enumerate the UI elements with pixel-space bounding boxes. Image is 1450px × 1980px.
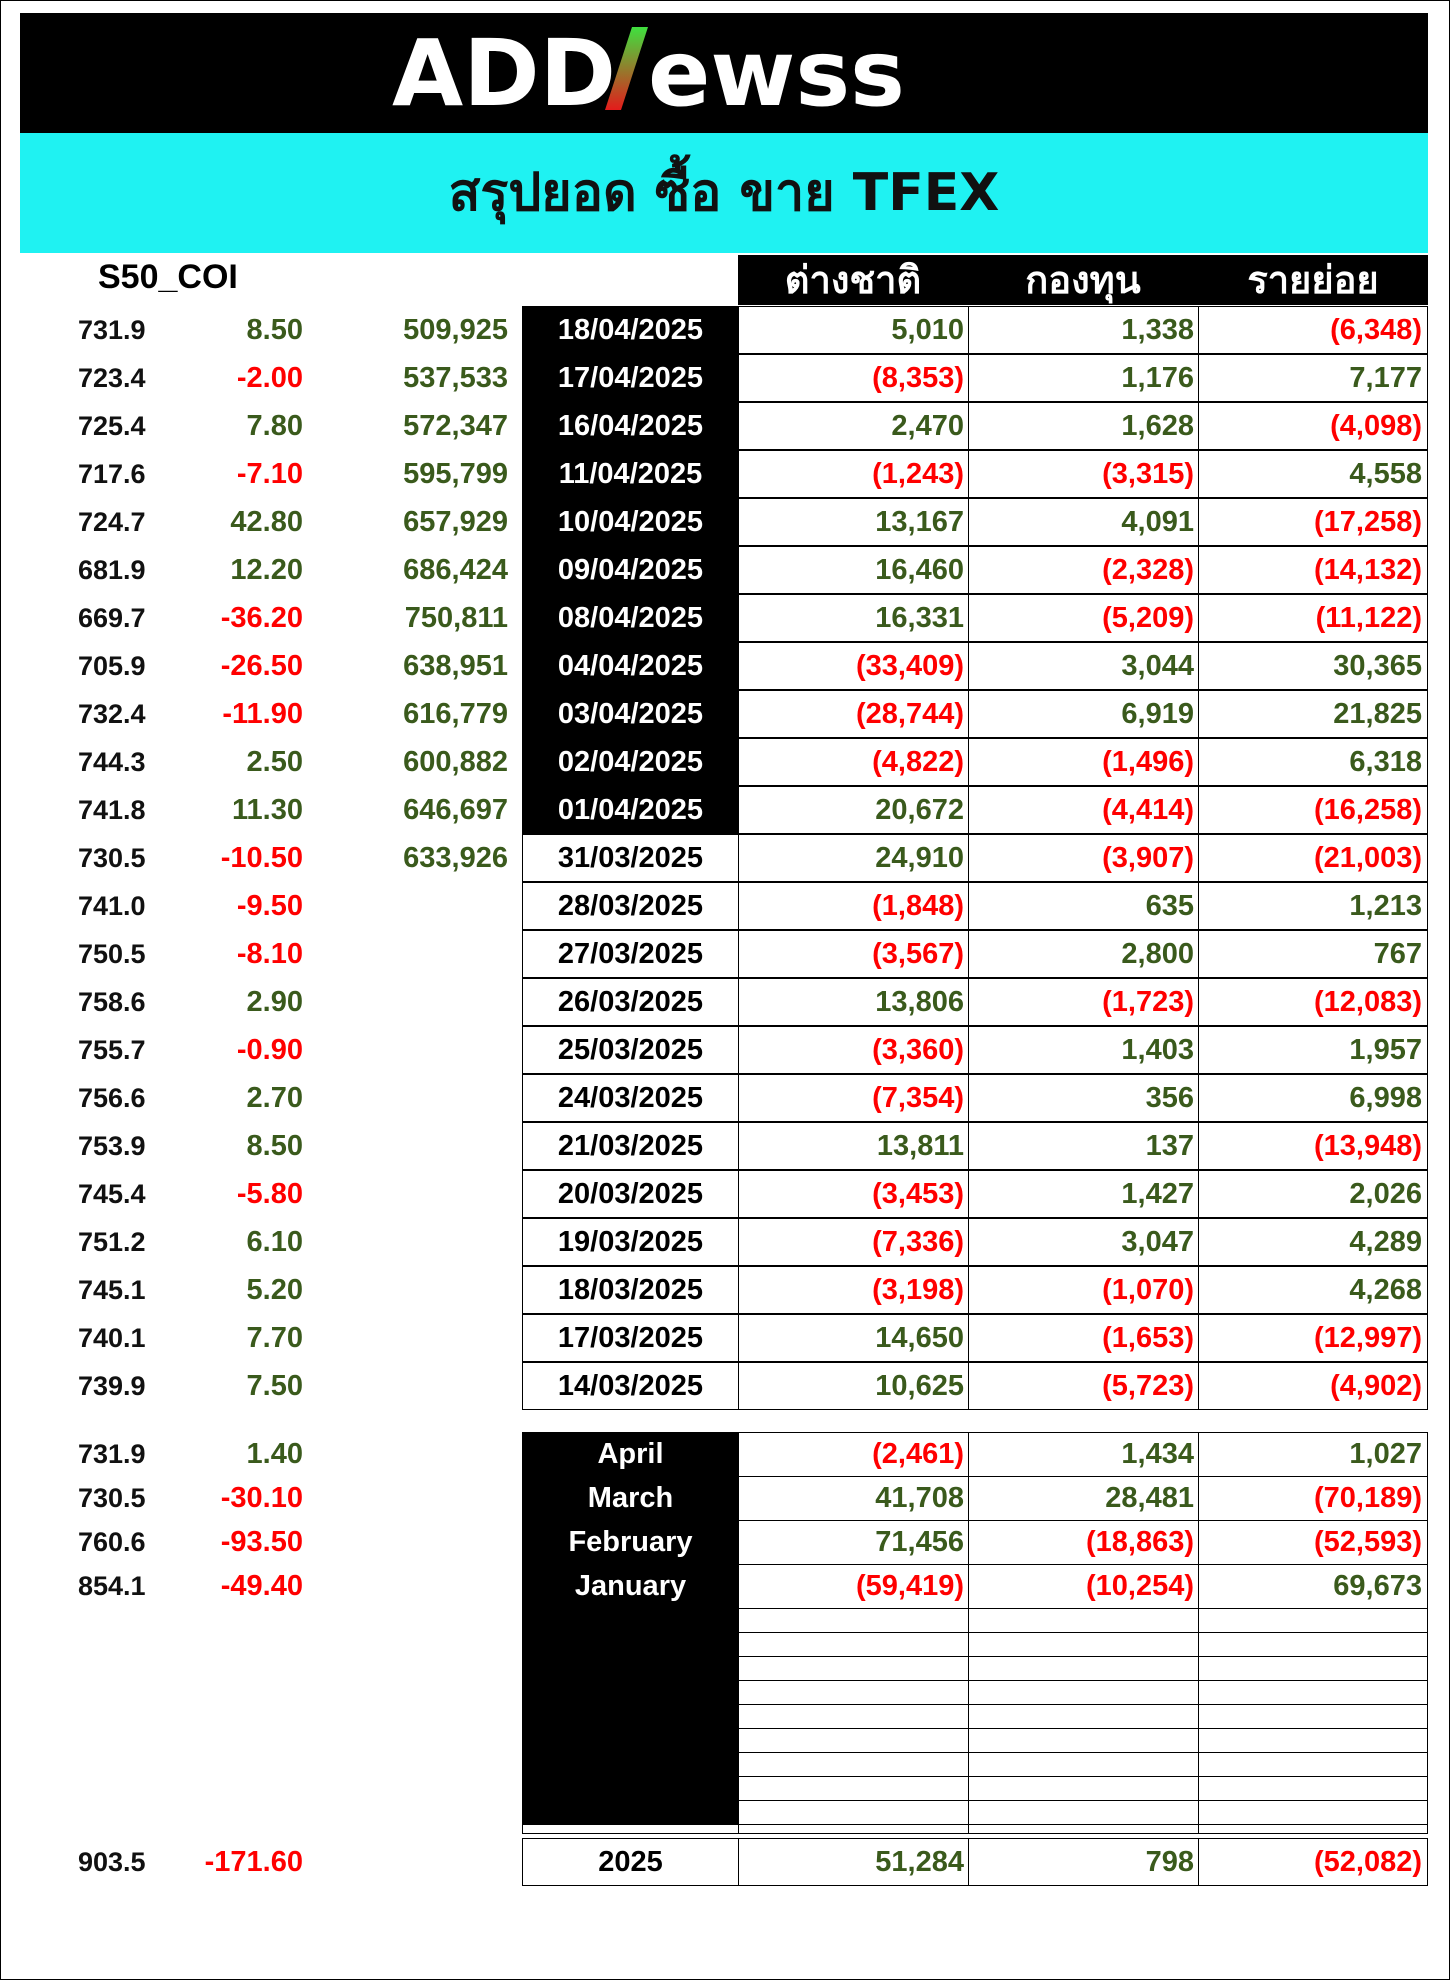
foreign-value: (3,453) bbox=[872, 1178, 964, 1210]
retail-value: (12,083) bbox=[1313, 986, 1422, 1018]
date-cell: 17/03/2025 bbox=[557, 1322, 704, 1354]
date-cell: 20/03/2025 bbox=[557, 1178, 704, 1210]
row-divider bbox=[738, 1776, 1428, 1777]
cell-divider bbox=[968, 402, 969, 450]
retail-value: 6,318 bbox=[1349, 746, 1422, 778]
cell-divider bbox=[968, 594, 969, 642]
cell-divider bbox=[1198, 306, 1199, 354]
date-cell: 03/04/2025 bbox=[523, 690, 738, 738]
svg-text:ewss: ewss bbox=[648, 20, 905, 127]
cell-divider bbox=[738, 834, 739, 882]
change-value: -36.20 bbox=[220, 602, 303, 634]
cell-divider bbox=[968, 1170, 969, 1218]
retail-value: (21,003) bbox=[1313, 842, 1422, 874]
cell-divider bbox=[968, 882, 969, 930]
row-divider bbox=[523, 1824, 738, 1825]
change-value: -11.90 bbox=[222, 698, 303, 730]
change-value: -7.10 bbox=[236, 458, 303, 490]
open-interest-value: 633,926 bbox=[403, 842, 508, 874]
fund-value: 1,403 bbox=[1121, 1034, 1194, 1066]
change-value: -30.10 bbox=[220, 1482, 303, 1514]
cell-divider bbox=[968, 1026, 969, 1074]
foreign-value: (28,744) bbox=[855, 698, 964, 730]
foreign-value: 13,806 bbox=[875, 986, 964, 1018]
retail-value: (16,258) bbox=[1313, 794, 1422, 826]
index-value: 903.5 bbox=[78, 1847, 146, 1877]
retail-value: (52,593) bbox=[1313, 1526, 1422, 1558]
foreign-value: 51,284 bbox=[875, 1846, 964, 1878]
cell-divider bbox=[738, 882, 739, 930]
foreign-value: (3,198) bbox=[872, 1274, 964, 1306]
cell-divider bbox=[968, 1362, 969, 1410]
retail-value: (14,132) bbox=[1313, 554, 1422, 586]
retail-value: 6,998 bbox=[1349, 1082, 1422, 1114]
cell-divider bbox=[968, 1432, 969, 1834]
cell-divider bbox=[968, 690, 969, 738]
fund-value: (1,496) bbox=[1102, 746, 1194, 778]
svg-text:ADD: ADD bbox=[392, 20, 616, 127]
change-value: 12.20 bbox=[230, 554, 303, 586]
fund-value: (1,070) bbox=[1102, 1274, 1194, 1306]
fund-value: 1,434 bbox=[1121, 1438, 1194, 1470]
foreign-value: 10,625 bbox=[875, 1370, 964, 1402]
change-value: -5.80 bbox=[236, 1178, 303, 1210]
cell-divider bbox=[968, 930, 969, 978]
open-interest-value: 616,779 bbox=[403, 698, 508, 730]
cell-divider bbox=[1198, 354, 1199, 402]
retail-value: 7,177 bbox=[1349, 362, 1422, 394]
cell-divider bbox=[1198, 594, 1199, 642]
date-cell: 21/03/2025 bbox=[557, 1130, 704, 1162]
date-cell: 14/03/2025 bbox=[557, 1370, 704, 1402]
cell-divider bbox=[1198, 642, 1199, 690]
foreign-value: (8,353) bbox=[872, 362, 964, 394]
change-value: -171.60 bbox=[204, 1846, 303, 1878]
fund-value: (5,723) bbox=[1102, 1370, 1194, 1402]
header-retail: รายย่อย bbox=[1198, 255, 1428, 305]
cell-divider bbox=[968, 642, 969, 690]
cell-divider bbox=[968, 306, 969, 354]
date-cell: 17/04/2025 bbox=[523, 354, 738, 402]
change-value: -0.90 bbox=[236, 1034, 303, 1066]
date-cell: 10/04/2025 bbox=[523, 498, 738, 546]
fund-value: (1,653) bbox=[1102, 1322, 1194, 1354]
index-value: 732.4 bbox=[78, 699, 146, 729]
symbol-label: S50_COI bbox=[98, 258, 238, 296]
cell-divider bbox=[968, 738, 969, 786]
cell-divider bbox=[1198, 1266, 1199, 1314]
index-value: 724.7 bbox=[78, 507, 146, 537]
row-divider bbox=[738, 1824, 1428, 1825]
cell-divider bbox=[968, 1218, 969, 1266]
fund-value: 4,091 bbox=[1121, 506, 1194, 538]
change-value: 2.50 bbox=[246, 746, 303, 778]
foreign-value: 20,672 bbox=[875, 794, 964, 826]
change-value: -49.40 bbox=[220, 1570, 303, 1602]
fund-value: (4,414) bbox=[1102, 794, 1194, 826]
row-divider bbox=[738, 1632, 1428, 1633]
change-value: 11.30 bbox=[232, 794, 303, 826]
date-cell: 24/03/2025 bbox=[557, 1082, 704, 1114]
index-value: 740.1 bbox=[78, 1323, 146, 1353]
cell-divider bbox=[738, 1432, 739, 1834]
cell-divider bbox=[738, 1122, 739, 1170]
date-cell: 28/03/2025 bbox=[557, 890, 704, 922]
index-value: 730.5 bbox=[78, 843, 146, 873]
index-value: 731.9 bbox=[78, 1439, 146, 1469]
cell-divider bbox=[968, 1074, 969, 1122]
foreign-value: 41,708 bbox=[875, 1482, 964, 1514]
change-value: -9.50 bbox=[236, 890, 303, 922]
logo-header bbox=[20, 13, 1428, 133]
row-divider bbox=[738, 1680, 1428, 1681]
cell-divider bbox=[738, 1362, 739, 1410]
open-interest-value: 595,799 bbox=[403, 458, 508, 490]
cell-divider bbox=[1198, 498, 1199, 546]
foreign-value: (33,409) bbox=[855, 650, 964, 682]
index-value: 751.2 bbox=[78, 1227, 146, 1257]
date-cell: 27/03/2025 bbox=[557, 938, 704, 970]
cell-divider bbox=[1198, 978, 1199, 1026]
change-value: -8.10 bbox=[236, 938, 303, 970]
change-value: 1.40 bbox=[246, 1438, 303, 1470]
foreign-value: 71,456 bbox=[875, 1526, 964, 1558]
index-value: 741.0 bbox=[78, 891, 146, 921]
cell-divider bbox=[968, 354, 969, 402]
open-interest-value: 600,882 bbox=[403, 746, 508, 778]
addnewss-logo bbox=[20, 13, 1428, 133]
retail-value: (52,082) bbox=[1313, 1846, 1422, 1878]
retail-value: 1,957 bbox=[1349, 1034, 1422, 1066]
retail-value: 69,673 bbox=[1333, 1570, 1422, 1602]
cell-divider bbox=[738, 978, 739, 1026]
index-value: 750.5 bbox=[78, 939, 146, 969]
cell-divider bbox=[738, 1026, 739, 1074]
index-value: 744.3 bbox=[78, 747, 146, 777]
foreign-value: (7,336) bbox=[872, 1226, 964, 1258]
date-cell: 16/04/2025 bbox=[523, 402, 738, 450]
foreign-value: (3,360) bbox=[872, 1034, 964, 1066]
retail-value: 1,213 bbox=[1349, 890, 1422, 922]
index-value: 681.9 bbox=[78, 555, 146, 585]
index-value: 739.9 bbox=[78, 1371, 146, 1401]
cell-divider bbox=[738, 786, 739, 834]
month-label: March bbox=[587, 1482, 674, 1514]
retail-value: (13,948) bbox=[1313, 1130, 1422, 1162]
cell-divider bbox=[738, 738, 739, 786]
fund-value: 356 bbox=[1145, 1082, 1194, 1114]
cell-divider bbox=[968, 978, 969, 1026]
open-interest-value: 646,697 bbox=[403, 794, 508, 826]
open-interest-value: 572,347 bbox=[403, 410, 508, 442]
cell-divider bbox=[968, 498, 969, 546]
row-divider bbox=[738, 1608, 1428, 1609]
date-cell: 19/03/2025 bbox=[557, 1226, 704, 1258]
cell-divider bbox=[1198, 786, 1199, 834]
date-cell: 04/04/2025 bbox=[523, 642, 738, 690]
banner-title: สรุปยอด ซื้อ ขาย TFEX bbox=[448, 163, 1000, 223]
cell-divider bbox=[1198, 1122, 1199, 1170]
cell-divider bbox=[968, 834, 969, 882]
index-value: 745.4 bbox=[78, 1179, 146, 1209]
date-cell: 08/04/2025 bbox=[523, 594, 738, 642]
date-cell: 09/04/2025 bbox=[523, 546, 738, 594]
change-value: -93.50 bbox=[220, 1526, 303, 1558]
open-interest-value: 657,929 bbox=[403, 506, 508, 538]
cell-divider bbox=[738, 1170, 739, 1218]
fund-value: 1,628 bbox=[1121, 410, 1194, 442]
index-value: 741.8 bbox=[78, 795, 146, 825]
retail-value: 21,825 bbox=[1333, 698, 1422, 730]
foreign-value: 16,460 bbox=[875, 554, 964, 586]
retail-value: 767 bbox=[1373, 938, 1422, 970]
retail-value: (12,997) bbox=[1313, 1322, 1422, 1354]
cell-divider bbox=[738, 306, 739, 354]
date-cell: 02/04/2025 bbox=[523, 738, 738, 786]
change-value: 8.50 bbox=[246, 1130, 303, 1162]
cell-divider bbox=[738, 594, 739, 642]
month-label: April bbox=[597, 1438, 664, 1470]
index-value: 755.7 bbox=[78, 1035, 146, 1065]
cell-divider bbox=[1198, 546, 1199, 594]
year-label: 2025 bbox=[598, 1846, 663, 1878]
cell-divider bbox=[1198, 1362, 1199, 1410]
cell-divider bbox=[738, 1314, 739, 1362]
fund-value: 3,047 bbox=[1121, 1226, 1194, 1258]
cell-divider bbox=[1198, 738, 1199, 786]
cell-divider bbox=[1198, 1838, 1199, 1886]
cell-divider bbox=[738, 450, 739, 498]
foreign-value: 14,650 bbox=[875, 1322, 964, 1354]
cell-divider bbox=[968, 1314, 969, 1362]
open-interest-value: 638,951 bbox=[403, 650, 508, 682]
index-value: 731.9 bbox=[78, 315, 146, 345]
cell-divider bbox=[738, 690, 739, 738]
change-value: 7.80 bbox=[246, 410, 303, 442]
month-label: February bbox=[568, 1526, 693, 1558]
cell-divider bbox=[1198, 1218, 1199, 1266]
cell-divider bbox=[968, 546, 969, 594]
index-value: 705.9 bbox=[78, 651, 146, 681]
retail-value: 4,268 bbox=[1349, 1274, 1422, 1306]
fund-value: 1,176 bbox=[1121, 362, 1194, 394]
date-cell: 25/03/2025 bbox=[557, 1034, 704, 1066]
fund-value: 6,919 bbox=[1121, 698, 1194, 730]
cell-divider bbox=[738, 354, 739, 402]
index-value: 717.6 bbox=[78, 459, 146, 489]
change-value: 7.50 bbox=[246, 1370, 303, 1402]
fund-value: 137 bbox=[1145, 1130, 1194, 1162]
foreign-value: (59,419) bbox=[855, 1570, 964, 1602]
cell-divider bbox=[968, 1266, 969, 1314]
change-value: 2.70 bbox=[246, 1082, 303, 1114]
change-value: 7.70 bbox=[246, 1322, 303, 1354]
fund-value: 1,427 bbox=[1121, 1178, 1194, 1210]
foreign-value: 13,167 bbox=[875, 506, 964, 538]
index-value: 758.6 bbox=[78, 987, 146, 1017]
change-value: 2.90 bbox=[246, 986, 303, 1018]
cell-divider bbox=[1198, 450, 1199, 498]
retail-value: (6,348) bbox=[1330, 314, 1422, 346]
retail-value: (4,098) bbox=[1330, 410, 1422, 442]
index-value: 753.9 bbox=[78, 1131, 146, 1161]
fund-value: 1,338 bbox=[1121, 314, 1194, 346]
title-banner bbox=[20, 133, 1428, 253]
change-value: -10.50 bbox=[220, 842, 303, 874]
fund-value: (10,254) bbox=[1085, 1570, 1194, 1602]
foreign-value: 13,811 bbox=[876, 1130, 964, 1162]
retail-value: 2,026 bbox=[1349, 1178, 1422, 1210]
fund-value: (3,907) bbox=[1102, 842, 1194, 874]
cell-divider bbox=[968, 450, 969, 498]
fund-value: 3,044 bbox=[1121, 650, 1194, 682]
cell-divider bbox=[1198, 1314, 1199, 1362]
foreign-value: 5,010 bbox=[891, 314, 964, 346]
retail-value: (4,902) bbox=[1330, 1370, 1422, 1402]
cell-divider bbox=[1198, 930, 1199, 978]
cell-divider bbox=[1198, 402, 1199, 450]
date-cell: 18/04/2025 bbox=[523, 306, 738, 354]
open-interest-value: 509,925 bbox=[403, 314, 508, 346]
index-value: 730.5 bbox=[78, 1483, 146, 1513]
foreign-value: (3,567) bbox=[872, 938, 964, 970]
fund-value: (18,863) bbox=[1085, 1526, 1194, 1558]
change-value: -2.00 bbox=[236, 362, 303, 394]
cell-divider bbox=[1198, 882, 1199, 930]
fund-value: 28,481 bbox=[1105, 1482, 1194, 1514]
index-value: 756.6 bbox=[78, 1083, 146, 1113]
cell-divider bbox=[1198, 834, 1199, 882]
change-value: 5.20 bbox=[246, 1274, 303, 1306]
open-interest-value: 686,424 bbox=[403, 554, 508, 586]
month-label: January bbox=[574, 1570, 687, 1602]
foreign-value: 16,331 bbox=[875, 602, 964, 634]
index-value: 745.1 bbox=[78, 1275, 146, 1305]
fund-value: (5,209) bbox=[1102, 602, 1194, 634]
change-value: 6.10 bbox=[246, 1226, 303, 1258]
open-interest-value: 537,533 bbox=[403, 362, 508, 394]
foreign-value: 2,470 bbox=[891, 410, 964, 442]
retail-value: (17,258) bbox=[1313, 506, 1422, 538]
retail-value: 4,558 bbox=[1349, 458, 1422, 490]
index-value: 725.4 bbox=[78, 411, 146, 441]
cell-divider bbox=[968, 1838, 969, 1886]
index-value: 854.1 bbox=[78, 1571, 146, 1601]
date-cell: 11/04/2025 bbox=[523, 450, 738, 498]
row-divider bbox=[738, 1728, 1428, 1729]
cell-divider bbox=[968, 1122, 969, 1170]
date-cell: 31/03/2025 bbox=[557, 842, 704, 874]
cell-divider bbox=[738, 1266, 739, 1314]
cell-divider bbox=[1198, 1074, 1199, 1122]
foreign-value: (1,848) bbox=[872, 890, 964, 922]
index-value: 669.7 bbox=[78, 603, 146, 633]
row-divider bbox=[738, 1656, 1428, 1657]
cell-divider bbox=[738, 642, 739, 690]
cell-divider bbox=[1198, 1432, 1199, 1834]
cell-divider bbox=[738, 930, 739, 978]
foreign-value: 24,910 bbox=[875, 842, 964, 874]
retail-value: (11,122) bbox=[1315, 602, 1422, 634]
fund-value: 2,800 bbox=[1121, 938, 1194, 970]
row-divider bbox=[738, 1704, 1428, 1705]
cell-divider bbox=[738, 402, 739, 450]
retail-value: (70,189) bbox=[1313, 1482, 1422, 1514]
open-interest-value: 750,811 bbox=[404, 602, 508, 634]
cell-divider bbox=[1198, 1026, 1199, 1074]
fund-value: 798 bbox=[1145, 1846, 1194, 1878]
fund-value: (1,723) bbox=[1102, 986, 1194, 1018]
header-fund: กองทุน bbox=[968, 255, 1198, 305]
cell-divider bbox=[1198, 1170, 1199, 1218]
date-cell: 18/03/2025 bbox=[557, 1274, 704, 1306]
index-value: 723.4 bbox=[78, 363, 146, 393]
fund-value: 635 bbox=[1145, 890, 1194, 922]
cell-divider bbox=[738, 1838, 739, 1886]
change-value: -26.50 bbox=[220, 650, 303, 682]
cell-divider bbox=[738, 1218, 739, 1266]
row-divider bbox=[738, 1800, 1428, 1801]
cell-divider bbox=[738, 498, 739, 546]
change-value: 8.50 bbox=[246, 314, 303, 346]
foreign-value: (1,243) bbox=[872, 458, 964, 490]
retail-value: 4,289 bbox=[1349, 1226, 1422, 1258]
header-foreign: ต่างชาติ bbox=[738, 255, 968, 305]
date-cell: 01/04/2025 bbox=[523, 786, 738, 834]
date-cell: 26/03/2025 bbox=[557, 986, 704, 1018]
cell-divider bbox=[968, 786, 969, 834]
cell-divider bbox=[738, 546, 739, 594]
foreign-value: (7,354) bbox=[872, 1082, 964, 1114]
foreign-value: (4,822) bbox=[872, 746, 964, 778]
foreign-value: (2,461) bbox=[872, 1438, 964, 1470]
fund-value: (2,328) bbox=[1102, 554, 1194, 586]
fund-value: (3,315) bbox=[1102, 458, 1194, 490]
change-value: 42.80 bbox=[230, 506, 303, 538]
row-divider bbox=[738, 1752, 1428, 1753]
retail-value: 1,027 bbox=[1349, 1438, 1422, 1470]
retail-value: 30,365 bbox=[1333, 650, 1422, 682]
cell-divider bbox=[738, 1074, 739, 1122]
index-value: 760.6 bbox=[78, 1527, 146, 1557]
cell-divider bbox=[1198, 690, 1199, 738]
